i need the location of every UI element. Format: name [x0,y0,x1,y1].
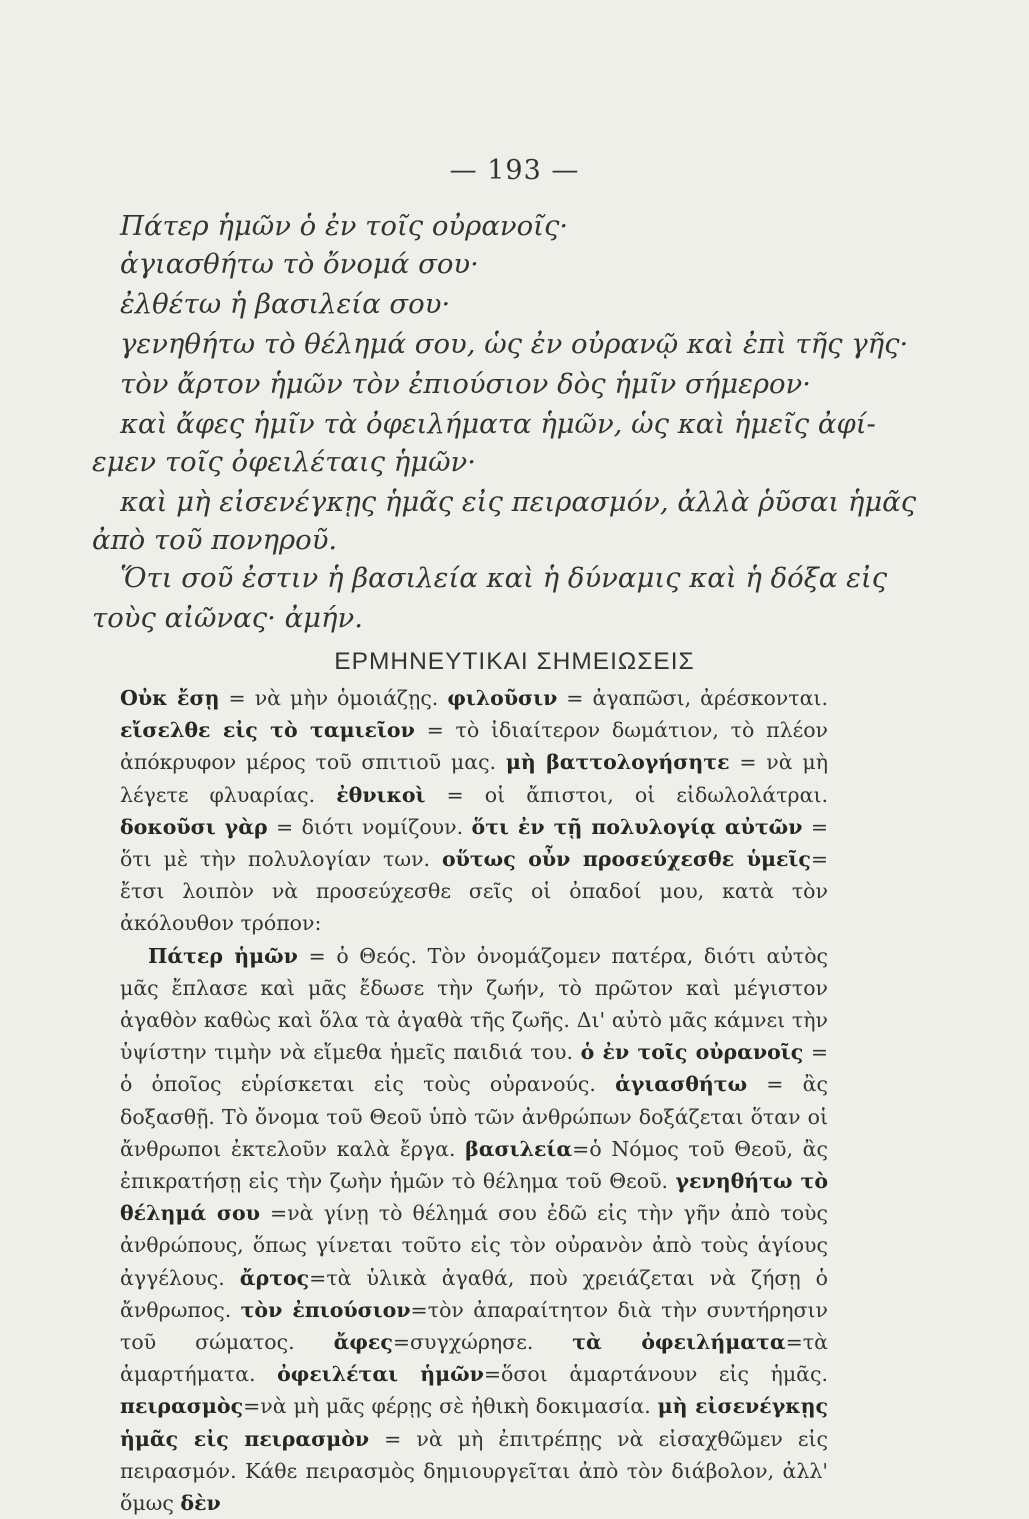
prayer-line: τοὺς αἰῶνας· ἀμήν. [92,602,363,634]
glossary-term: ἐθνικοὶ [336,782,426,807]
glossary-definition: = ἔτσι λοιπὸν νὰ προσεύχεσθε σεῖς οἱ ὀπαδοί μου, κατὰ τὸν ἀκόλουθον τρόπον: [120,847,829,936]
glossary-term: ὀφειλέται ἡμῶν [277,1362,484,1387]
glossary-definition: =ὅσοι ἁμαρτάνουν εἰς ἡμᾶς. [483,1362,828,1387]
glossary-definition: = οἱ ἄπιστοι, οἱ εἰδωλολάτραι. [425,782,828,807]
prayer-line: τὸν ἄρτον ἡμῶν τὸν ἐπιούσιον δὸς ἡμῖν σήμερον· [120,368,812,400]
notes-paragraph-1 [120,682,828,940]
glossary-definition: =τὰ ὑλικὰ ἀγαθά, ποὺ χρειάζεται νὰ ζήσῃ ὁ ἄνθρωπος. [120,1265,828,1322]
glossary-definition: =ὁ Νόμος τοῦ Θεοῦ, ἂς ἐπικρατήσῃ εἰς τὴν ζωὴν ἡμῶν τὸ θέλημα τοῦ Θεοῦ. [120,1136,829,1194]
glossary-term: ἄρτος [239,1265,310,1290]
glossary-definition: = ἀγαπῶσι, ἀρέσκονται. [557,686,828,710]
glossary-term: τὰ ὀφειλήματα [572,1330,786,1355]
glossary-term: ὅτι ἐν τῇ πολυλογίᾳ αὐτῶν [471,814,803,839]
glossary-definition: = ἂς δοξασθῇ. Τὸ ὄνομα τοῦ Θεοῦ ὑπὸ τῶν ἀνθρώπων δοξάζεται ὅταν οἱ ἄνθρωποι ἐκτελοῦν καλὰ ἔργα. [120,1072,828,1161]
prayer-line: ἁγιασθήτω τὸ ὄνομά σου· [120,248,479,280]
section-heading: ΕΡΜΗΝΕΥΤΙΚΑΙ ΣΗΜΕΙΩΣΕΙΣ [334,648,695,675]
glossary-definition: =συγχώρησε. [392,1330,573,1355]
glossary-term: μὴ βαττολογήσητε [505,750,730,775]
prayer-line: εμεν τοῖς ὀφειλέταις ἡμῶν· [92,446,477,478]
glossary-definition: = ὅτι μὲ τὴν πολυλογίαν των. [120,814,828,872]
glossary-term: γενηθήτω τὸ θέλημά σου [120,1169,828,1226]
glossary-term: ἄφες [333,1330,393,1355]
glossary-definition: =τὰ ἁμαρτήματα. [120,1330,828,1387]
glossary-term: Οὐκ ἔσῃ [120,686,220,710]
glossary-term: μὴ εἰσενέγκῃς ἡμᾶς εἰς πειρασμὸν [120,1394,829,1451]
prayer-line: ἀπὸ τοῦ πονηροῦ. [92,524,338,556]
glossary-definition: =νὰ γίνῃ τὸ θέλημά σου ἐδῶ εἰς τὴν γῆν ἀπὸ τοὺς ἀνθρώπους, ὅπως γίνεται τοῦτο εἰς τὸν οὐρανὸν ἀπὸ τοὺς ἁγίους ἀγγέλους. [120,1201,828,1290]
glossary-term: δοκοῦσι γὰρ [120,814,268,839]
glossary-definition: = νὰ μὴν ὁμοιάζῃς. [219,686,448,710]
prayer-line: Πάτερ ἡμῶν ὁ ἐν τοῖς οὐρανοῖς· [120,210,569,242]
prayer-line: καὶ ἄφες ἡμῖν τὰ ὀφειλήματα ἡμῶν, ὡς καὶ ἡμεῖς ἀφί- [120,408,876,440]
glossary-definition: = τὸ ἰδιαίτερον δωμάτιον, τὸ πλέον ἀπόκρυφον μέρος τοῦ σπιτιοῦ μας. [120,718,828,775]
prayer-line: γενηθήτω τὸ θέλημά σου, ὡς ἐν οὐρανῷ καὶ ἐπὶ τῆς γῆς· [120,328,909,360]
glossary-definition: = διότι νομίζουν. [267,814,472,839]
glossary-term: Πάτερ ἡμῶν [148,943,298,968]
glossary-term: βασιλεία [465,1136,573,1161]
notes-paragraph-2 [120,940,828,1519]
explanatory-notes [120,682,828,1519]
glossary-definition: =νὰ μὴ μᾶς φέρῃς σὲ ἠθικὴ δοκιμασία. [243,1394,658,1419]
glossary-definition: = ὁ ὁποῖος εὑρίσκεται εἰς τοὺς οὐρανούς. [120,1040,828,1097]
glossary-term: φιλοῦσιν [447,686,558,710]
glossary-term: ἁγιασθήτω [615,1072,748,1097]
prayer-line: Ὅτι σοῦ ἐστιν ἡ βασιλεία καὶ ἡ δύναμις καὶ ἡ δόξα εἰς [120,562,888,594]
glossary-term: δὲν [180,1491,221,1516]
page-number: — 193 — [449,155,580,186]
glossary-term: εἴσελθε εἰς τὸ ταμιεῖον [120,718,415,743]
prayer-line: ἐλθέτω ἡ βασιλεία σου· [120,288,451,320]
prayer-line: καὶ μὴ εἰσενέγκῃς ἡμᾶς εἰς πειρασμόν, ἀλλὰ ῥῦσαι ἡμᾶς [120,486,917,518]
glossary-definition: =τὸν ἀπαραίτητον διὰ τὴν συντήρησιν τοῦ σώματος. [120,1297,828,1355]
glossary-term: ὁ ἐν τοῖς οὐρανοῖς [580,1040,804,1065]
glossary-term: πειρασμὸς [120,1394,244,1419]
glossary-definition: = ὁ Θεός. Τὸν ὀνομάζομεν πατέρα, διότι αὐτὸς μᾶς ἔπλασε καὶ μᾶς ἔδωσε τὴν ζωήν, τὸ πρῶτον καὶ μέγιστον ἀγαθὸν καθὼς καὶ ὅλα τὰ ἀγαθὰ τῆς ζωῆς. Δι' αὐτὸ μᾶς κάμνει τὴν ὑψίστην τιμὴν νὰ εἴμεθα ἡμεῖς παιδιά του. [120,943,829,1065]
glossary-definition: = νὰ μὴ ἐπιτρέπῃς νὰ εἰσαχθῶμεν εἰς πειρασμόν. Κάθε πειρασμὸς δημιουργεῖται ἀπὸ τὸν διάβολον, ἀλλ' ὅμως [120,1426,828,1516]
glossary-definition: = νὰ μὴ λέγετε φλυαρίας. [120,750,828,807]
glossary-term: οὕτως οὖν προσεύχεσθε ὑμεῖς [441,847,811,872]
glossary-term: τὸν ἐπιούσιον [240,1297,411,1322]
